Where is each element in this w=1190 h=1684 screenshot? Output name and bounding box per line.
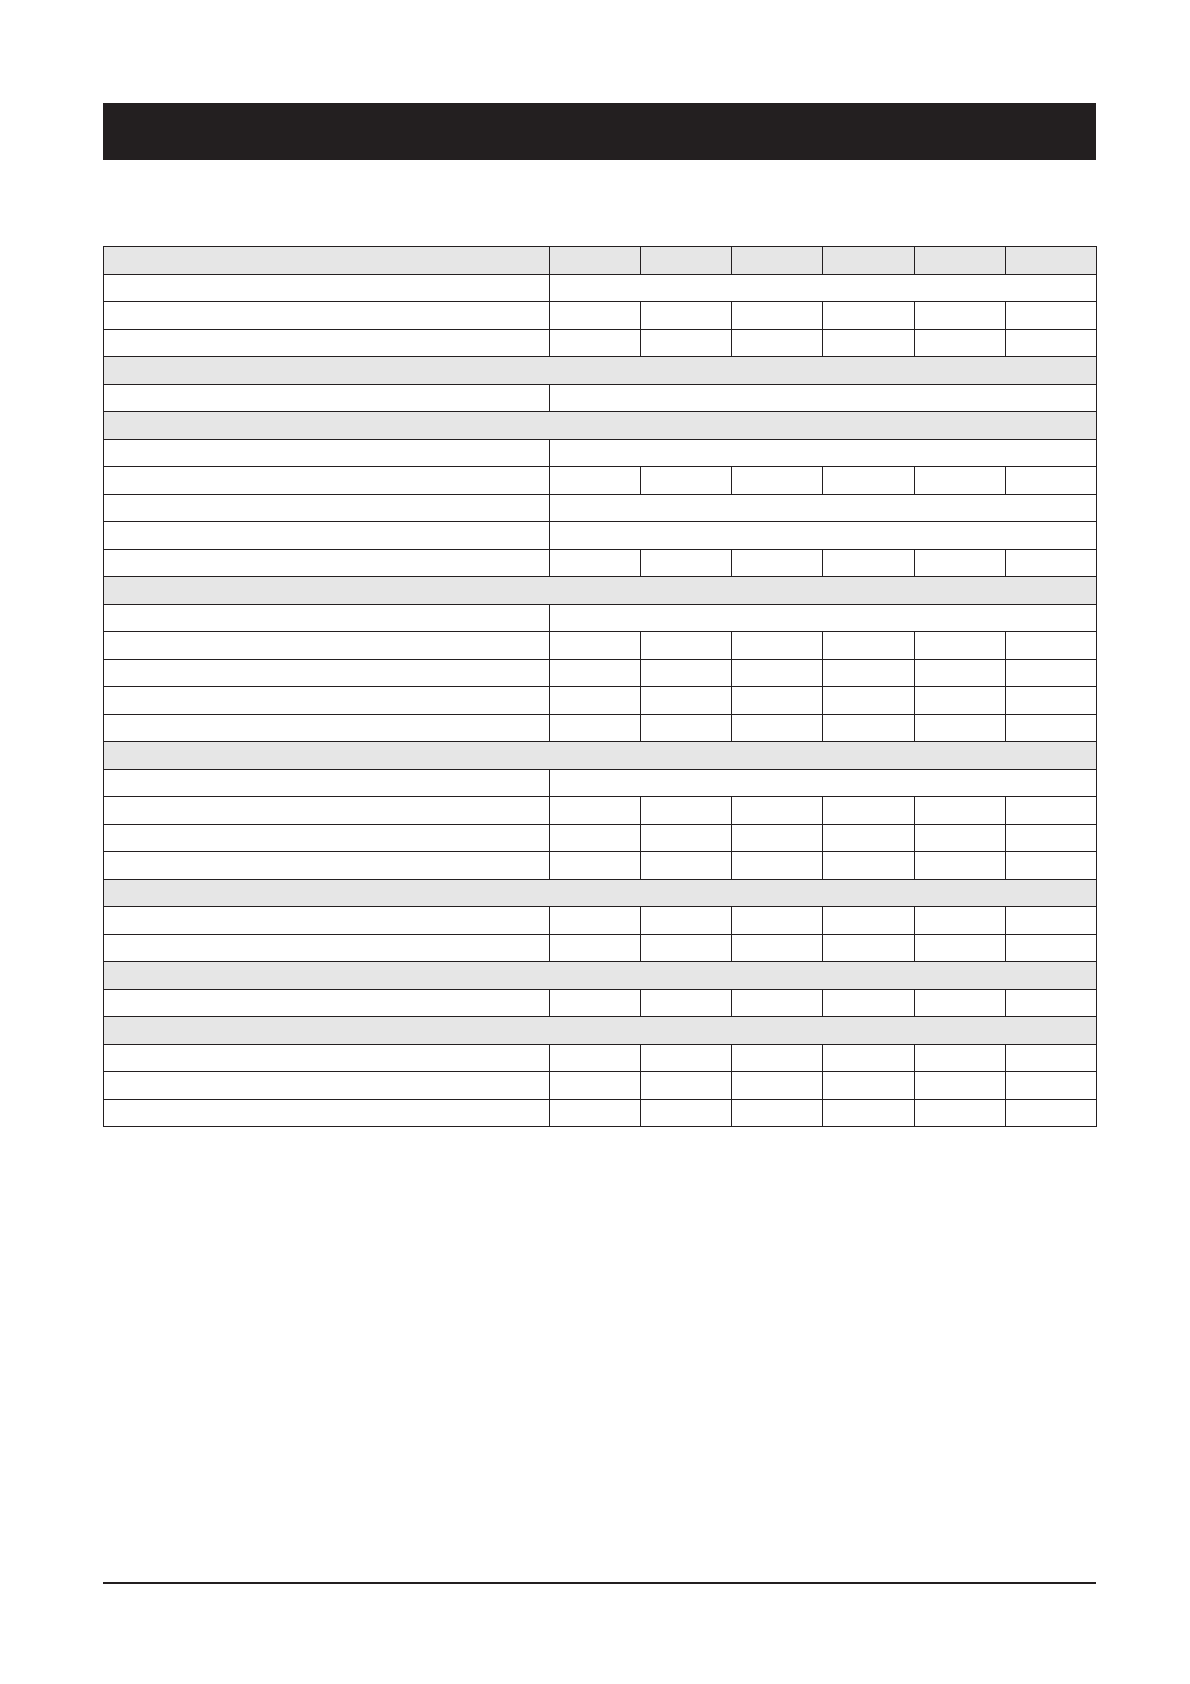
table-row [104,1099,1097,1127]
value-cell [1005,467,1096,495]
value-cell [550,687,641,715]
column-header-cell [641,247,732,275]
value-cell [1005,797,1096,825]
table-row [104,549,1097,577]
section-cell [104,412,1097,440]
value-cell [914,687,1005,715]
value-cell [823,632,914,660]
footer-rule [103,1582,1096,1584]
span-value-cell [550,769,1097,797]
table-row [104,1044,1097,1072]
row-label-cell [104,852,550,880]
value-cell [550,824,641,852]
value-cell [641,329,732,357]
value-cell [550,852,641,880]
value-cell [641,659,732,687]
value-cell [732,467,823,495]
span-value-cell [550,604,1097,632]
section-row [104,879,1097,907]
value-cell [823,659,914,687]
value-cell [641,907,732,935]
section-cell [104,1017,1097,1045]
value-cell [550,1072,641,1100]
value-cell [550,989,641,1017]
value-cell [732,714,823,742]
table-row [104,302,1097,330]
row-label-cell [104,687,550,715]
value-cell [641,302,732,330]
header-row [104,247,1097,275]
table-row [104,824,1097,852]
section-row [104,412,1097,440]
section-row [104,1017,1097,1045]
value-cell [1005,329,1096,357]
value-cell [1005,302,1096,330]
value-cell [550,1044,641,1072]
span-value-cell [550,274,1097,302]
value-cell [1005,1044,1096,1072]
row-label-cell [104,659,550,687]
column-header-cell [1005,247,1096,275]
value-cell [823,989,914,1017]
row-label-cell [104,907,550,935]
value-cell [550,714,641,742]
row-label-cell [104,714,550,742]
row-label-cell [104,384,550,412]
value-cell [914,907,1005,935]
value-cell [641,1099,732,1127]
value-cell [641,989,732,1017]
table-row [104,797,1097,825]
value-cell [1005,687,1096,715]
value-cell [1005,659,1096,687]
row-label-cell [104,1044,550,1072]
value-cell [823,329,914,357]
value-cell [1005,852,1096,880]
spec-table-body [104,247,1097,1127]
value-cell [732,852,823,880]
header-bar [103,103,1096,160]
section-row [104,577,1097,605]
value-cell [914,467,1005,495]
row-label-cell [104,1099,550,1127]
section-row [104,357,1097,385]
value-cell [914,549,1005,577]
span-value-cell [550,494,1097,522]
value-cell [914,632,1005,660]
spec-table [103,246,1097,1127]
span-value-cell [550,522,1097,550]
column-header-cell [914,247,1005,275]
value-cell [823,1099,914,1127]
row-label-cell [104,604,550,632]
value-cell [1005,714,1096,742]
column-header-cell [550,247,641,275]
section-cell [104,742,1097,770]
value-cell [550,1099,641,1127]
value-cell [1005,1072,1096,1100]
value-cell [823,1044,914,1072]
value-cell [914,797,1005,825]
value-cell [914,659,1005,687]
value-cell [641,824,732,852]
value-cell [550,934,641,962]
row-label-cell [104,247,550,275]
table-row [104,522,1097,550]
value-cell [823,714,914,742]
value-cell [914,934,1005,962]
row-label-cell [104,494,550,522]
value-cell [641,687,732,715]
value-cell [550,797,641,825]
value-cell [732,824,823,852]
column-header-cell [732,247,823,275]
value-cell [914,714,1005,742]
value-cell [1005,632,1096,660]
table-row [104,852,1097,880]
table-row [104,714,1097,742]
value-cell [550,329,641,357]
value-cell [641,797,732,825]
row-label-cell [104,302,550,330]
value-cell [823,302,914,330]
span-value-cell [550,384,1097,412]
table-row [104,934,1097,962]
value-cell [823,907,914,935]
span-value-cell [550,439,1097,467]
value-cell [914,989,1005,1017]
value-cell [732,989,823,1017]
row-label-cell [104,797,550,825]
table-row [104,632,1097,660]
table-row [104,687,1097,715]
value-cell [732,1099,823,1127]
value-cell [823,467,914,495]
table-row [104,1072,1097,1100]
table-row [104,494,1097,522]
value-cell [732,659,823,687]
table-row [104,659,1097,687]
value-cell [914,852,1005,880]
value-cell [914,1099,1005,1127]
value-cell [914,329,1005,357]
value-cell [641,714,732,742]
value-cell [1005,934,1096,962]
value-cell [732,1044,823,1072]
value-cell [1005,907,1096,935]
value-cell [823,797,914,825]
table-row [104,907,1097,935]
row-label-cell [104,467,550,495]
value-cell [823,934,914,962]
row-label-cell [104,549,550,577]
value-cell [641,632,732,660]
value-cell [641,852,732,880]
value-cell [823,1072,914,1100]
value-cell [641,549,732,577]
table-row [104,467,1097,495]
value-cell [732,907,823,935]
value-cell [823,549,914,577]
row-label-cell [104,522,550,550]
value-cell [550,467,641,495]
column-header-cell [823,247,914,275]
value-cell [1005,1099,1096,1127]
section-cell [104,962,1097,990]
row-label-cell [104,934,550,962]
value-cell [550,549,641,577]
value-cell [732,329,823,357]
row-label-cell [104,1072,550,1100]
section-row [104,742,1097,770]
section-cell [104,577,1097,605]
row-label-cell [104,632,550,660]
row-label-cell [104,989,550,1017]
value-cell [550,302,641,330]
value-cell [1005,549,1096,577]
value-cell [914,824,1005,852]
table-row [104,274,1097,302]
table-row [104,439,1097,467]
value-cell [550,907,641,935]
row-label-cell [104,439,550,467]
value-cell [641,467,732,495]
value-cell [914,1044,1005,1072]
value-cell [550,659,641,687]
value-cell [1005,989,1096,1017]
table-row [104,769,1097,797]
value-cell [732,934,823,962]
section-cell [104,879,1097,907]
row-label-cell [104,329,550,357]
value-cell [1005,824,1096,852]
value-cell [732,687,823,715]
table-row [104,384,1097,412]
value-cell [641,934,732,962]
value-cell [641,1072,732,1100]
value-cell [732,1072,823,1100]
value-cell [550,632,641,660]
value-cell [641,1044,732,1072]
value-cell [823,824,914,852]
table-row [104,989,1097,1017]
value-cell [914,302,1005,330]
row-label-cell [104,274,550,302]
value-cell [823,687,914,715]
section-row [104,962,1097,990]
row-label-cell [104,769,550,797]
table-row [104,604,1097,632]
value-cell [732,302,823,330]
section-cell [104,357,1097,385]
value-cell [823,852,914,880]
row-label-cell [104,824,550,852]
value-cell [732,549,823,577]
value-cell [914,1072,1005,1100]
value-cell [732,632,823,660]
table-row [104,329,1097,357]
value-cell [732,797,823,825]
